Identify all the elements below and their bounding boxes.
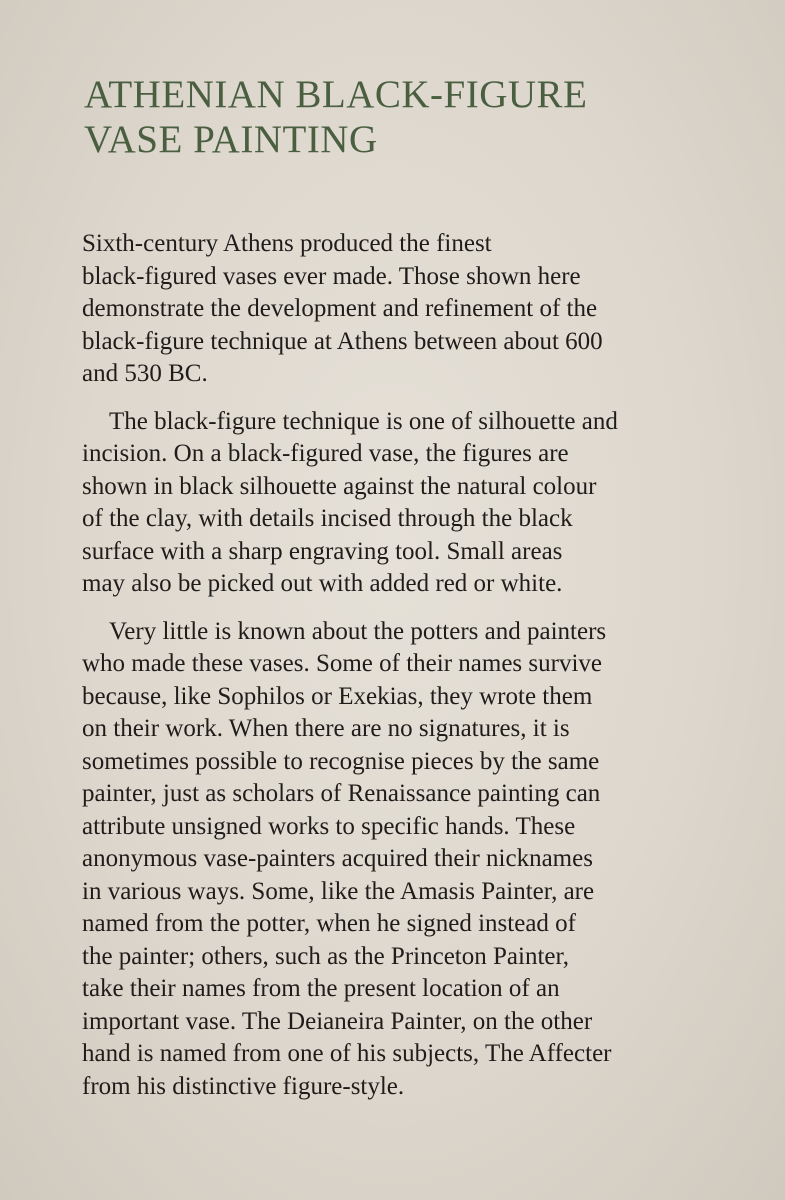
paragraph-line: the painter; others, such as the Princeton Painter,: [82, 942, 570, 970]
paragraph-line: The black-figure technique is one of silhouette and: [109, 407, 618, 435]
paragraph-line: because, like Sophilos or Exekias, they wrote them: [82, 682, 593, 710]
paragraph-line: and 530 BC.: [82, 360, 208, 387]
paragraph-line: may also be picked out with added red or white.: [82, 570, 563, 597]
title-line-1: ATHENIAN BLACK-FIGURE: [84, 73, 588, 116]
paragraph-line: Sixth-century Athens produced the finest: [82, 230, 492, 257]
paragraph-line: black-figure technique at Athens between about 600: [82, 327, 603, 355]
title-line-2: VASE PAINTING: [84, 118, 378, 161]
paragraph-line: important vase. The Deianeira Painter, on the other: [82, 1007, 593, 1035]
paragraph-line: incision. On a black-figured vase, the figures are: [82, 440, 569, 467]
paragraph-line: who made these vases. Some of their names survive: [82, 650, 603, 677]
paragraph-line: painter, just as scholars of Renaissance painting can: [82, 780, 601, 807]
paragraph-line: shown in black silhouette against the natural colour: [82, 472, 597, 500]
paragraph-line: demonstrate the development and refinement of the: [82, 295, 598, 322]
paragraph-line: black-figured vases ever made. Those shown here: [82, 262, 581, 290]
paragraph-painters: [82, 616, 742, 1104]
paragraph-intro: [82, 228, 742, 391]
panel-body: [82, 228, 742, 1103]
paragraph-line: from his distinctive figure-style.: [82, 1072, 405, 1100]
paragraph-technique: [82, 406, 742, 601]
paragraph-line: Very little is known about the potters and painters: [109, 617, 607, 645]
paragraph-line: sometimes possible to recognise pieces by the same: [82, 747, 600, 775]
panel-title: [84, 72, 724, 162]
paragraph-line: hand is named from one of his subjects, The Affecter: [82, 1040, 612, 1067]
paragraph-line: surface with a sharp engraving tool. Small areas: [82, 537, 563, 565]
paragraph-line: of the clay, with details incised through the black: [82, 505, 573, 532]
paragraph-line: take their names from the present location of an: [82, 975, 560, 1002]
paragraph-line: on their work. When there are no signatures, it is: [82, 715, 570, 742]
paragraph-line: in various ways. Some, like the Amasis Painter, are: [82, 877, 595, 905]
paragraph-line: named from the potter, when he signed instead of: [82, 910, 576, 937]
paragraph-line: attribute unsigned works to specific hands. These: [82, 812, 576, 840]
paragraph-line: anonymous vase-painters acquired their nicknames: [82, 845, 593, 872]
